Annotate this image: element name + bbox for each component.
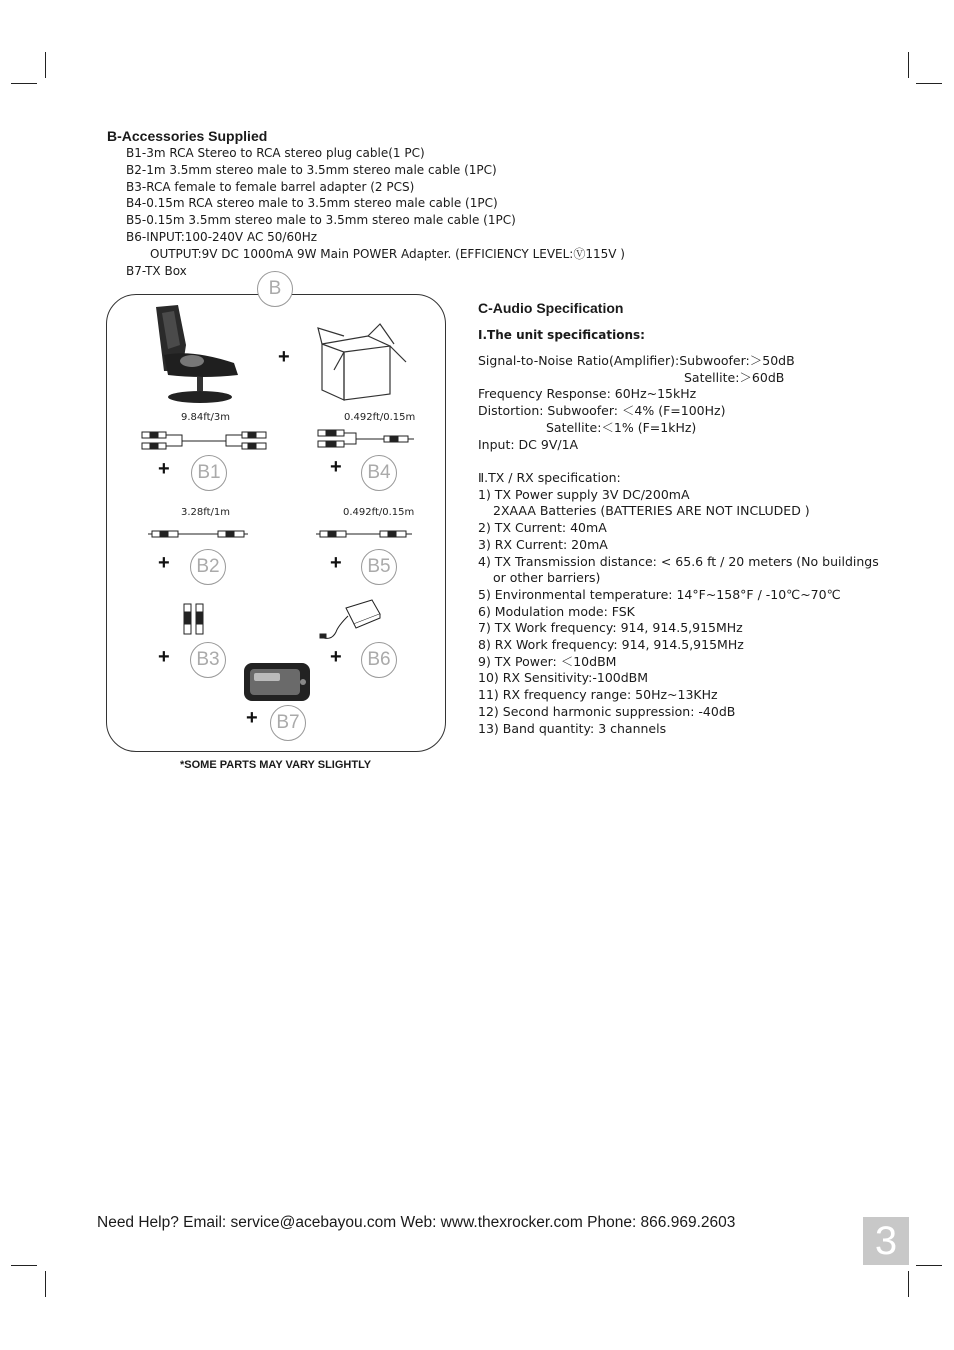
page-number: 3 (863, 1217, 909, 1265)
parts-vary-footnote: *SOME PARTS MAY VARY SLIGHTLY (180, 759, 372, 771)
list-item: 10) RX Sensitivity:-100dBM (478, 670, 649, 686)
list-item: 2) TX Current: 40mA (478, 520, 607, 536)
list-item: OUTPUT:9V DC 1000mA 9W Main POWER Adapter. (EFFICIENCY LEVEL:Ⓥ115V ) (150, 246, 625, 261)
crop-mark (908, 1271, 909, 1297)
list-item: 11) RX frequency range: 50Hz~13KHz (478, 687, 718, 703)
unit-spec-heading: Ⅰ.The unit specifications: (478, 328, 645, 342)
tx-box-carton-illustration (316, 322, 408, 402)
list-item: or other barriers) (493, 570, 601, 586)
list-item: 8) RX Work frequency: 914, 914.5,915MHz (478, 637, 744, 653)
help-contact-line: Need Help? Email: service@acebayou.com Web: www.thexrocker.com Phone: 866.969.2603 (97, 1214, 736, 1231)
list-item: 3) RX Current: 20mA (478, 536, 608, 552)
list-item: Distortion: Subwoofer: ＜4% (F=100Hz) (478, 403, 726, 419)
list-item: 12) Second harmonic suppression: -40dB (478, 703, 736, 719)
item-badge-b3: B3 (190, 642, 226, 678)
rca-cable-illustration (138, 430, 270, 452)
txrx-spec-list (478, 470, 879, 737)
section-badge: B (257, 271, 293, 307)
tx-box-device-illustration (243, 662, 311, 702)
accessories-list (126, 145, 625, 279)
plus-sign: + (158, 646, 170, 668)
plus-sign: + (330, 646, 342, 668)
list-item: 9) TX Power: ＜10dBM (478, 653, 617, 669)
unit-spec-list (478, 353, 795, 453)
item-badge-b4: B4 (361, 455, 397, 491)
stereo-35mm-cable-illustration (146, 527, 250, 541)
rca-to-35mm-cable-illustration (316, 428, 416, 450)
short-35mm-cable-illustration (314, 527, 414, 541)
list-item: Satellite:＜1% (F=1kHz) (546, 419, 697, 435)
plus-sign: + (158, 458, 170, 480)
txrx-spec-heading: Ⅱ.TX / RX specification: (478, 470, 621, 485)
list-item: B1-3m RCA Stereo to RCA stereo plug cable(1 PC) (126, 146, 425, 160)
plus-sign: + (278, 346, 290, 368)
item-badge-b6: B6 (361, 642, 397, 678)
plus-sign: + (330, 456, 342, 478)
cable-length-label: 0.492ft/0.15m (343, 507, 415, 518)
crop-mark (11, 83, 37, 84)
gaming-chair-illustration (142, 305, 252, 410)
list-item: B6-INPUT:100-240V AC 50/60Hz (126, 229, 318, 244)
power-adapter-illustration (318, 598, 384, 644)
plus-sign: + (330, 552, 342, 574)
barrel-adapter-illustration (182, 602, 206, 636)
list-item: Satellite:＞60dB (684, 369, 785, 385)
crop-mark (11, 1265, 37, 1266)
list-item: B4-0.15m RCA stereo male to 3.5mm stereo male cable (1PC) (126, 196, 498, 211)
crop-mark (45, 52, 46, 78)
crop-mark (916, 1265, 942, 1266)
list-item: 2XAAA Batteries (BATTERIES ARE NOT INCLUDED ) (493, 503, 810, 519)
list-item: B5-0.15m 3.5mm stereo male to 3.5mm stereo male cable (1PC) (126, 213, 516, 228)
list-item: Frequency Response: 60Hz~15kHz (478, 386, 697, 402)
cable-length-label: 9.84ft/3m (181, 412, 231, 423)
plus-sign: + (246, 707, 258, 729)
list-item: 1) TX Power supply 3V DC/200mA (478, 486, 690, 502)
cable-length-label: 0.492ft/0.15m (344, 412, 416, 423)
crop-mark (908, 52, 909, 78)
list-item: Input: DC 9V/1A (478, 436, 579, 452)
list-item: 5) Environmental temperature: 14°F~158°F / -10℃~70℃ (478, 586, 841, 602)
crop-mark (45, 1271, 46, 1297)
item-badge-b2: B2 (190, 549, 226, 585)
accessories-title: B-Accessories Supplied (107, 128, 268, 144)
list-item: Signal-to-Noise Ratio(Amplifier):Subwoofer:＞50dB (478, 353, 795, 368)
list-item: 13) Band quantity: 3 channels (478, 720, 667, 736)
list-item: B3-RCA female to female barrel adapter (2 PCS) (126, 179, 415, 194)
list-item: 4) TX Transmission distance: < 65.6 ft / 20 meters (No buildings (478, 553, 879, 569)
list-item: B7-TX Box (126, 263, 187, 278)
list-item: 7) TX Work frequency: 914, 914.5,915MHz (478, 620, 743, 636)
item-badge-b7: B7 (270, 705, 306, 741)
audio-spec-title: C-Audio Specification (478, 300, 624, 316)
list-item: 6) Modulation mode: FSK (478, 603, 635, 619)
crop-mark (916, 83, 942, 84)
item-badge-b5: B5 (361, 549, 397, 585)
plus-sign: + (158, 552, 170, 574)
cable-length-label: 3.28ft/1m (181, 507, 231, 518)
item-badge-b1: B1 (191, 455, 227, 491)
list-item: B2-1m 3.5mm stereo male to 3.5mm stereo male cable (1PC) (126, 162, 497, 177)
